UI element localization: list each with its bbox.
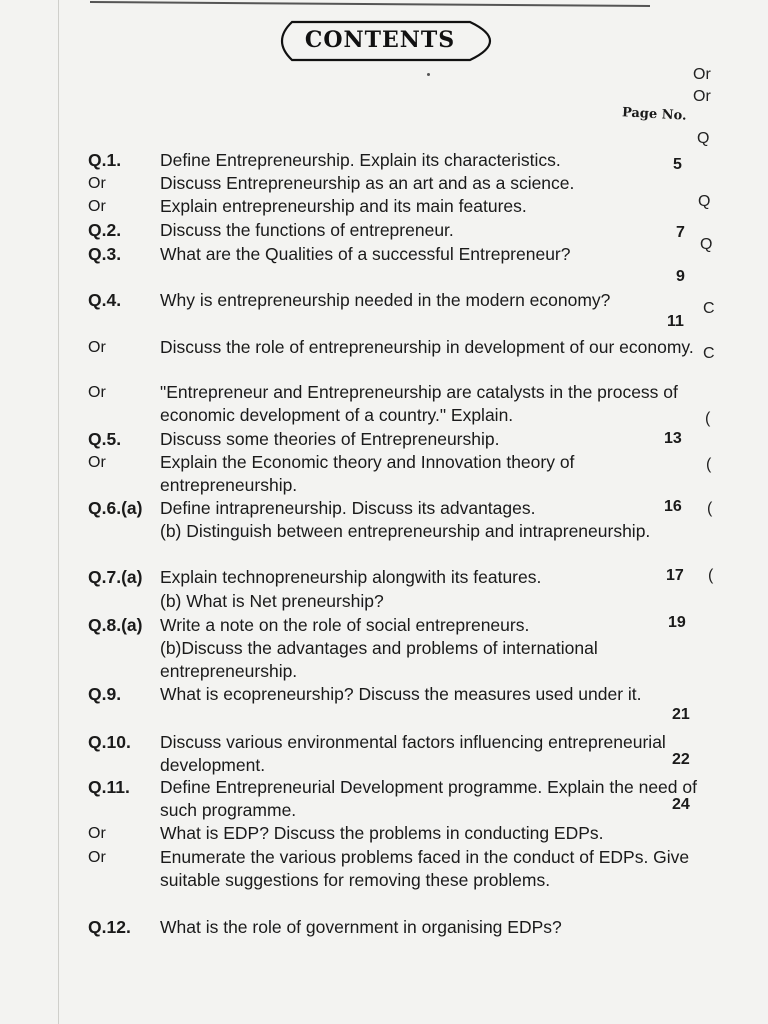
toc-entry	[88, 566, 702, 589]
side-mark: C	[703, 345, 715, 362]
entry-text: "Entrepreneur and Entrepreneurship are catalysts in the process of economic development of a country." Explain.	[160, 382, 678, 425]
question-number: Or	[88, 454, 106, 471]
toc-entry	[88, 683, 702, 706]
toc-entry	[88, 381, 702, 427]
question-number: Q.3.	[88, 244, 122, 264]
page-number: 13	[664, 430, 682, 447]
toc-entry	[88, 822, 702, 845]
entry-text: Define intrapreneurship. Discuss its advantages.	[160, 498, 536, 518]
question-number: Or	[88, 198, 106, 215]
side-mark: (	[706, 456, 712, 473]
side-mark: C	[703, 300, 715, 317]
toc-entry	[88, 614, 702, 637]
entry-text: Explain the Economic theory and Innovation theory of entrepreneurship.	[160, 452, 575, 495]
side-mark: Or	[693, 88, 711, 105]
toc-entry	[88, 172, 702, 195]
page-number: 24	[672, 796, 690, 813]
question-number: Q.7.(a)	[88, 567, 143, 587]
entry-text: Define Entrepreneurship. Explain its characteristics.	[160, 150, 561, 170]
entry-text: Discuss Entrepreneurship as an art and as a science.	[160, 173, 575, 193]
entry-text: Discuss the role of entrepreneurship in development of our economy.	[160, 337, 694, 357]
question-number: Q.1.	[88, 150, 122, 170]
entry-text: Explain technopreneurship alongwith its features.	[160, 567, 542, 587]
toc-entry	[88, 149, 702, 172]
entry-text: Why is entrepreneurship needed in the modern economy?	[160, 290, 611, 310]
entry-text: Write a note on the role of social entrepreneurs.	[160, 615, 530, 635]
question-number: Q.12.	[88, 917, 131, 937]
side-mark: (	[705, 410, 711, 427]
side-mark: (	[708, 567, 714, 584]
toc-entry	[88, 243, 702, 266]
entry-text: Enumerate the various problems faced in the conduct of EDPs. Give suitable suggestions for removing these problems.	[160, 847, 690, 890]
toc-entry	[88, 451, 702, 497]
page-title: CONTENTS	[304, 27, 456, 53]
page-number: 17	[666, 567, 684, 584]
page-number: 22	[672, 751, 690, 768]
question-number: Q.6.(a)	[88, 498, 143, 518]
question-number: Or	[88, 175, 106, 192]
side-mark: Q	[697, 130, 710, 147]
entry-text: What is the role of government in organising EDPs?	[160, 917, 562, 937]
page-number: 11	[667, 313, 684, 330]
side-mark: (	[707, 500, 713, 517]
entry-text: (b) Distinguish between entrepreneurship and intrapreneurship.	[160, 521, 651, 541]
question-number: Q.8.(a)	[88, 615, 143, 635]
toc-entry	[88, 289, 702, 312]
toc-entry	[88, 219, 702, 242]
question-number: Q.9.	[88, 684, 122, 704]
toc-entry	[88, 846, 702, 892]
side-mark: Or	[693, 66, 711, 83]
side-mark: Q	[700, 236, 713, 253]
side-mark: Q	[698, 193, 711, 210]
entry-text: Explain entrepreneurship and its main features.	[160, 196, 527, 216]
page-number: 5	[673, 156, 682, 173]
entry-text: What are the Qualities of a successful Entrepreneur?	[160, 244, 571, 264]
toc-entry	[88, 497, 702, 520]
toc-entry	[88, 776, 702, 822]
toc-entry	[88, 428, 702, 451]
entry-text: (b) What is Net preneurship?	[160, 591, 384, 611]
toc-entry	[88, 590, 702, 613]
stray-dot	[427, 73, 430, 76]
page-number: 21	[672, 706, 690, 723]
question-number: Q.11.	[88, 777, 130, 797]
question-number: Or	[88, 825, 106, 842]
entry-text: Discuss the functions of entrepreneur.	[160, 220, 454, 240]
page-no-label: Page No.	[621, 105, 687, 124]
entry-text: What is ecopreneurship? Discuss the measures used under it.	[160, 684, 642, 704]
question-number: Q.4.	[88, 290, 122, 310]
question-number: Q.2.	[88, 220, 122, 240]
question-number: Or	[88, 339, 106, 356]
question-number: Q.10.	[88, 732, 131, 752]
page-number: 7	[676, 224, 685, 241]
question-number: Q.5.	[88, 429, 122, 449]
page-number: 9	[676, 268, 685, 285]
toc-entry	[88, 520, 702, 543]
entry-text: Discuss various environmental factors influencing entrepreneurial development.	[160, 732, 666, 775]
toc-entry	[88, 336, 702, 359]
toc-entry	[88, 195, 702, 218]
contents-header	[270, 18, 510, 64]
page-number: 16	[664, 498, 682, 515]
entry-text: What is EDP? Discuss the problems in conducting EDPs.	[160, 823, 604, 843]
entry-text: Discuss some theories of Entrepreneurship.	[160, 429, 500, 449]
toc-entry	[88, 731, 702, 777]
page-edge	[58, 0, 59, 1024]
question-number: Or	[88, 849, 106, 866]
toc-entry	[88, 637, 702, 683]
entry-text: (b)Discuss the advantages and problems of international entrepreneurship.	[160, 638, 598, 681]
entry-text: Define Entrepreneurial Development programme. Explain the need of such programme.	[160, 777, 697, 820]
top-rule	[90, 1, 650, 7]
toc-entry	[88, 916, 702, 939]
question-number: Or	[88, 384, 106, 401]
page-number: 19	[668, 614, 686, 631]
